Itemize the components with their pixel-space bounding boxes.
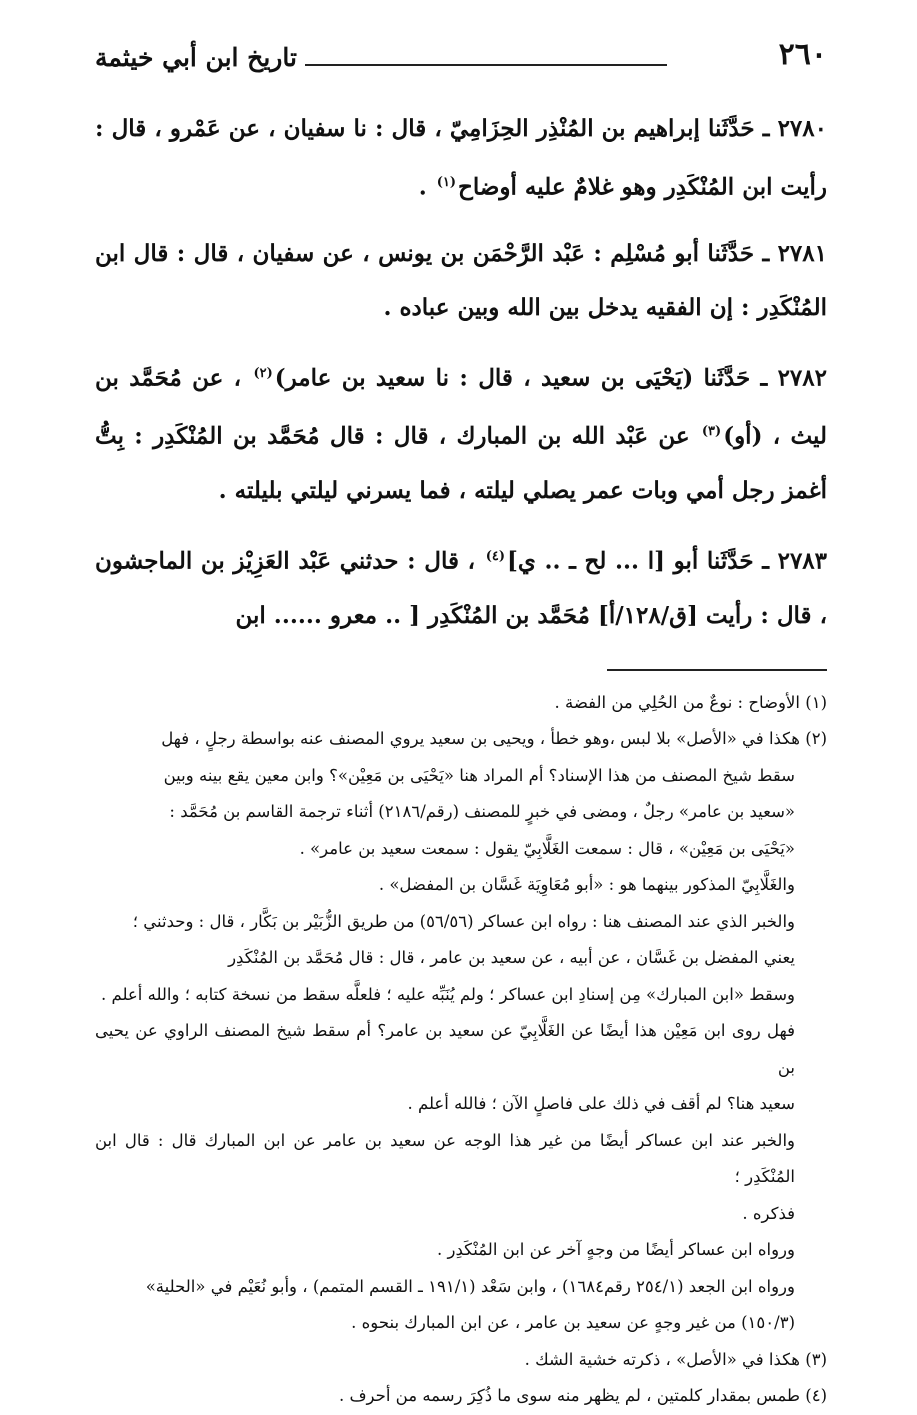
hadith-text: ٢٧٨٣ ـ حَدَّثَنا أبو [ا ... لح ـ .. ي] (506, 547, 828, 575)
footnote-2-line: سعيد هنا؟ لم أقف في ذلك على فاصلٍ الآن ؛ فالله أعلم . (407, 1094, 795, 1114)
footnotes (95, 685, 827, 1415)
footnote-separator (607, 669, 827, 671)
page-number: ٢٦٠ (778, 37, 827, 72)
footnote-3: (٣) هكذا في «الأصل» ، ذكرته خشية الشك . (524, 1349, 827, 1369)
hadith-text-2: ، عن مُحَمَّد بن ليث ، (أو) (95, 364, 828, 450)
footnote-2-line: ورواه ابن الجعد (٢٥٤/١ رقم١٦٨٤) ، وابن سَعْد (١٩١/١ ـ القسم المتمم) ، وأبو نُعَيْم في «الحلية» (145, 1276, 795, 1296)
hadith-tail: عن عَبْد الله بن المبارك ، قال : قال مُحَمَّد بن المُنْكَدِر : بِتُّ أغمز رجل أمي وبات عمر يصلي ليلته ، فما يسرني ليلتي بليلته . (95, 422, 827, 504)
hadith-tail: ، قال : حدثني عَبْد العَزِيْز بن الماجشون ، قال : رأيت [ق/١٢٨/أ] مُحَمَّد بن المُنْكَدِر [ .. معرو ...... ابن (95, 547, 827, 629)
footnote-2-line: يعني المفضل بن غَسَّان ، عن أبيه ، عن سعيد بن عامر ، قال : قال مُحَمَّد بن المُنْكَدِر (228, 948, 795, 968)
hadith-text: ٢٧٨٢ ـ حَدَّثَنا (يَحْيَى بن سعيد ، قال : نا سعيد بن عامر) (274, 364, 827, 392)
running-title: تاريخ ابن أبي خيثمة (95, 43, 297, 72)
footnote-2-line: «سعيد بن عامر» رجلٌ ، ومضى في خبرٍ للمصنف (رقم/٢١٨٦) أثناء ترجمة القاسم بن مُحَمَّد : (169, 802, 795, 822)
footnote-2-line: والخبر عند ابن عساكر أيضًا من غير هذا الوجه عن سعيد بن عامر عن ابن المبارك قال : قال ابن المُنْكَدِر ؛ (95, 1130, 795, 1187)
hadith-text: ٢٧٨١ ـ حَدَّثَنا أبو مُسْلِم : عَبْد الرَّحْمَن بن يونس ، عن سفيان ، قال : قال ابن المُنْكَدِر : إن الفقيه يدخل بين الله وبين عباده . (95, 239, 827, 321)
footnote-4: (٤) طمس بمقدار كلمتين ، لم يظهر منه سوى ما ذُكِرَ رسمه من أحرف . (338, 1386, 827, 1406)
footnote-ref: (١) (436, 175, 457, 190)
footnote-2-line: وسقط «ابن المبارك» مِن إسنادِ ابن عساكر ؛ ولم يُنَبِّه عليه ؛ فلعلَّه سقط من نسخة كتابه ؛ والله أعلم . (100, 984, 795, 1004)
footnote-2-line: والخبر الذي عند المصنف هنا : رواه ابن عساكر (٥٦/٥٦) من طريق الزُّبَيْر بن بَكَّار ، قال : وحدثني ؛ (132, 911, 795, 931)
hadith-text: ٢٧٨٠ ـ حَدَّثَنا إبراهيم بن المُنْذِر الحِزَامِيّ ، قال : نا سفيان ، عن عَمْرو ، قال : رأيت ابن المُنْكَدِر وهو غلامٌ عليه أوضاح (95, 115, 827, 201)
footnote-ref: (٤) (485, 548, 505, 564)
main-text (95, 102, 827, 643)
footnote-2-line: سقط شيخ المصنف من هذا الإسناد؟ أم المراد هنا «يَحْيَى بن مَعِيْن»؟ وابن معين يقع بينه وبين (163, 765, 795, 785)
footnote-2: (٢) هكذا في «الأصل» بلا لبس ،وهو خطأ ، ويحيى بن سعيد يروي المصنف عنه بواسطة رجلٍ ، فهل (161, 729, 827, 749)
footnote-1: (١) الأوضاح : نوعٌ من الحُلِي من الفضة . (554, 692, 827, 712)
footnote-2-line: فذكره . (742, 1203, 795, 1223)
hadith-2780 (95, 102, 827, 215)
footnote-2-line: فهل روى ابن مَعِيْن هذا أيضًا عن الغَلَّابِيّ عن سعيد بن عامر؟ أم سقط شيخ المصنف الراوي عن يحيى بن (95, 1021, 795, 1077)
footnote-2-line: «يَحْيَى بن مَعِيْن» ، قال : سمعت الغَلَّابِيّ يقول : سمعت سعيد بن عامر» . (299, 838, 795, 858)
hadith-2781 (95, 227, 827, 335)
header-rule (305, 64, 667, 66)
footnote-2-line: ورواه ابن عساكر أيضًا من وجهٍ آخر عن ابن المُنْكَدِر . (437, 1240, 795, 1260)
hadith-2782 (95, 347, 827, 518)
footnote-ref: (٢) (253, 365, 273, 381)
footnote-2-line: والغَلَّابِيّ المذكور بينهما هو : «أبو مُعَاوِيَة غَسَّان بن المفضل» . (378, 875, 795, 895)
hadith-2783 (95, 530, 827, 643)
footnote-ref: (٣) (701, 424, 722, 440)
footnote-2-line: (١٥٠/٣) من غير وجهٍ عن سعيد بن عامر ، عن ابن المبارك بنحوه . (351, 1313, 795, 1333)
hadith-tail: . (418, 173, 435, 201)
